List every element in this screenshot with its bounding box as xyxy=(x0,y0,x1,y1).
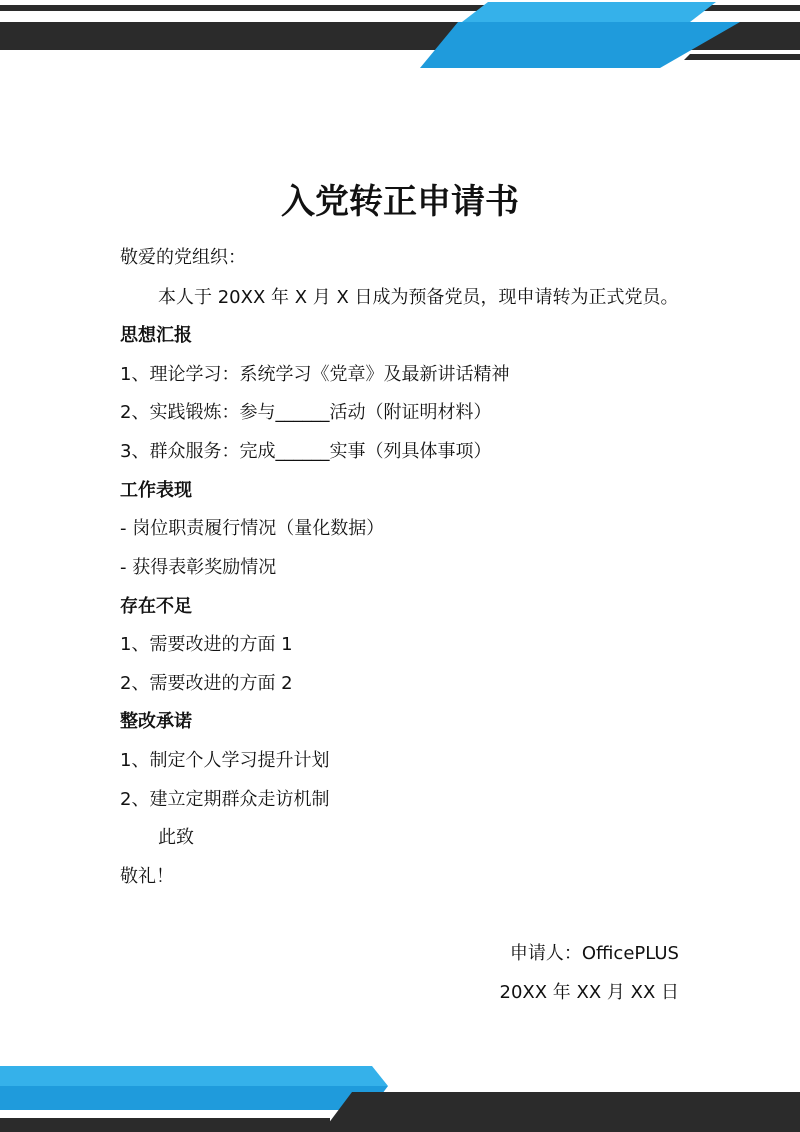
signature-applicant: 申请人：OfficePLUS xyxy=(509,943,679,964)
section-heading-rectification: 整改承诺 xyxy=(120,711,192,732)
list-item: - 岗位职责履行情况（量化数据） xyxy=(120,518,385,539)
list-item: 3、群众服务：完成______实事（列具体事项） xyxy=(120,441,492,462)
header-right-strip xyxy=(684,54,800,60)
salutation: 敬爱的党组织： xyxy=(120,247,246,268)
list-item: 1、理论学习：系统学习《党章》及最新讲话精神 xyxy=(120,364,510,385)
footer-dark-band xyxy=(322,1092,800,1132)
list-item: 2、建立定期群众走访机制 xyxy=(120,789,330,810)
intro-paragraph: 本人于 20XX 年 X 月 X 日成为预备党员，现申请转为正式党员。 xyxy=(158,287,679,308)
closing-regards: 敬礼！ xyxy=(120,866,174,887)
list-item: 2、实践锻炼：参与______活动（附证明材料） xyxy=(120,402,492,423)
list-item: 1、需要改进的方面 1 xyxy=(120,634,293,655)
section-heading-shortcomings: 存在不足 xyxy=(120,596,192,617)
header-blue-upper xyxy=(462,2,716,22)
footer-left-strip xyxy=(0,1118,330,1132)
list-item: - 获得表彰奖励情况 xyxy=(120,557,277,578)
footer-decoration xyxy=(0,1066,800,1132)
header-decoration xyxy=(0,0,800,70)
section-heading-work-performance: 工作表现 xyxy=(120,480,192,501)
closing-salute: 此致 xyxy=(158,827,194,848)
list-item: 1、制定个人学习提升计划 xyxy=(120,750,330,771)
section-heading-thought-report: 思想汇报 xyxy=(120,325,192,346)
footer-blue-accent xyxy=(0,1086,388,1110)
header-blue-accent xyxy=(420,22,740,68)
footer-blue-upper xyxy=(0,1066,388,1086)
signature-date: 20XX 年 XX 月 XX 日 xyxy=(499,982,679,1003)
list-item: 2、需要改进的方面 2 xyxy=(120,673,293,694)
document-title: 入党转正申请书 xyxy=(281,182,519,222)
